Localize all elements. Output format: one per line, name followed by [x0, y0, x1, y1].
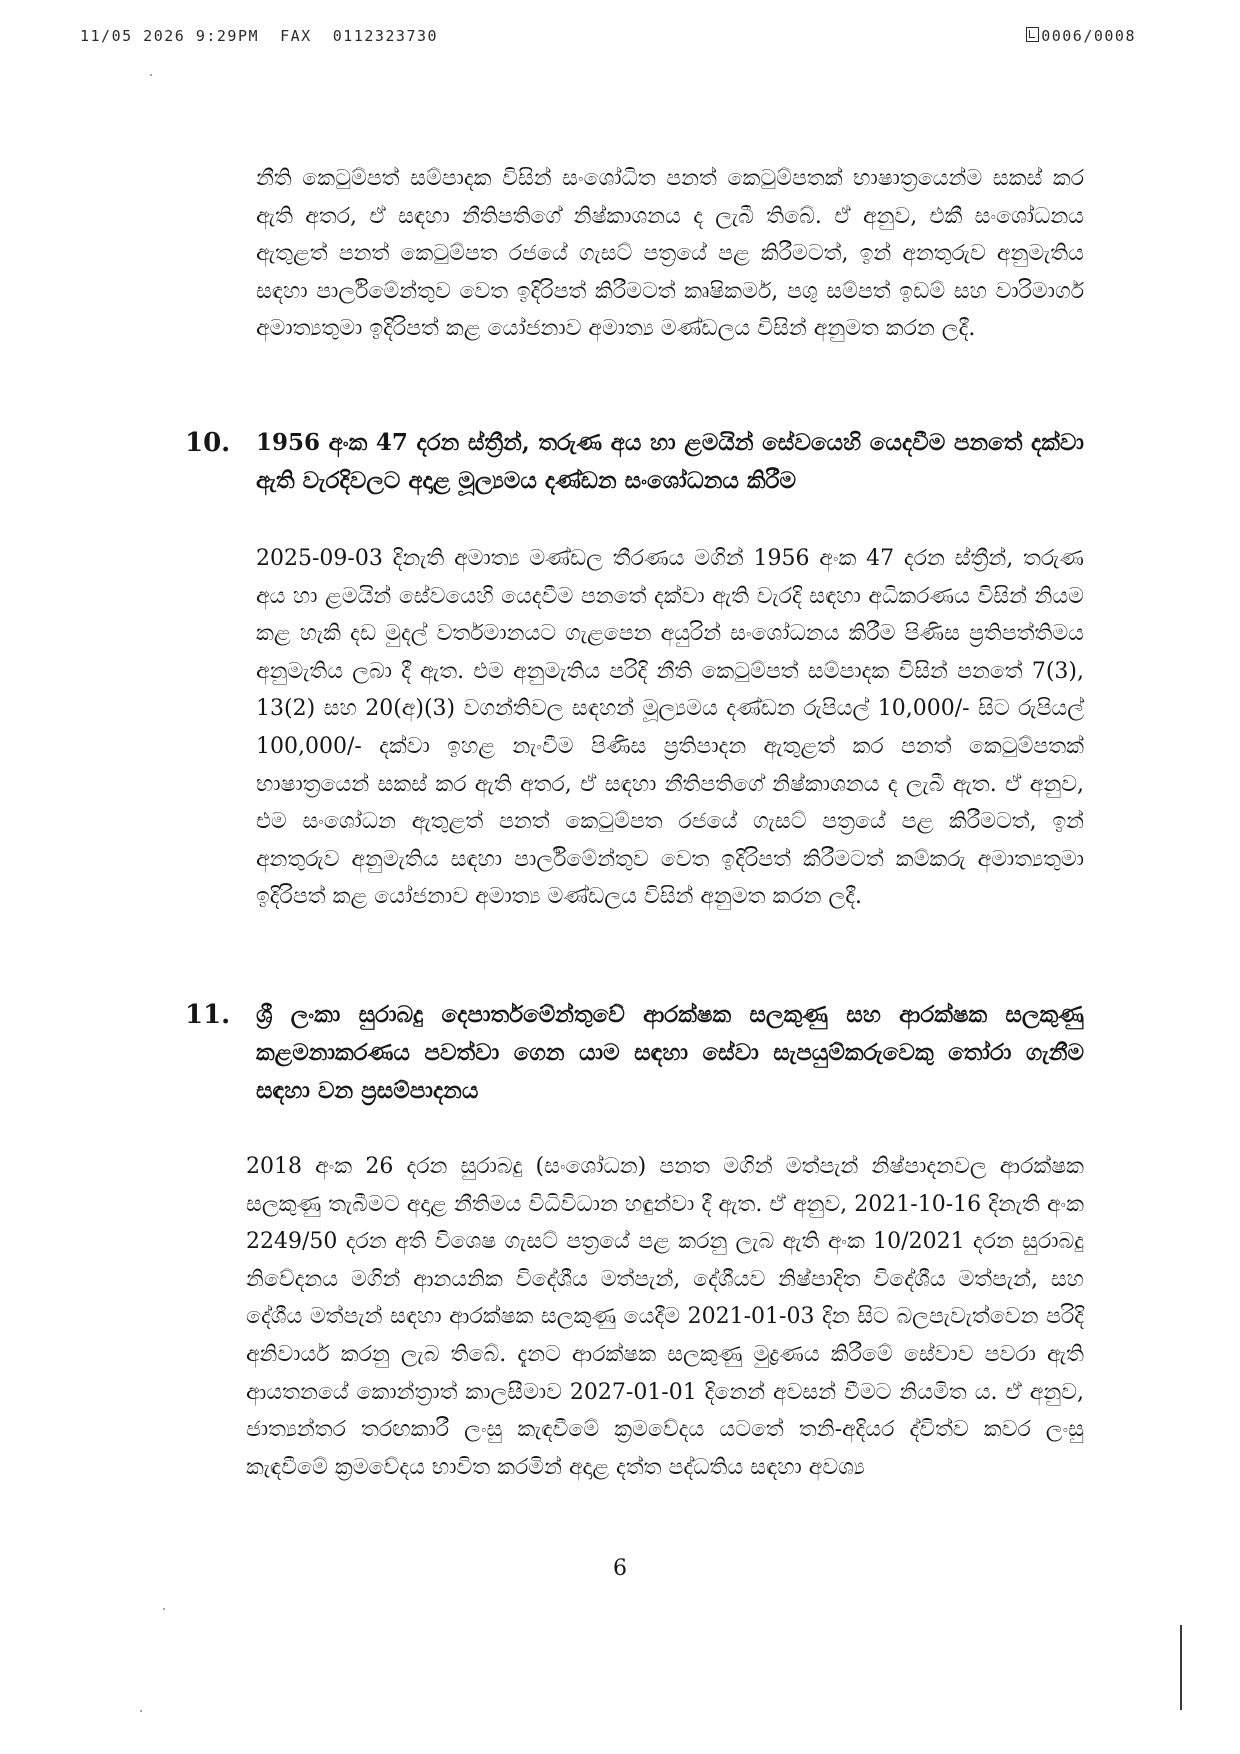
intro-paragraph: නීති කෙටුම්පත් සම්පාදක විසින් සංශෝධිත පනත් කෙටුම්පතක් භාෂාත්‍රයෙන්ම සකස් කර ඇති අතර, ඒ සඳහා නීතිපතිගේ නිෂ්කාශනය ද ලැබී තිබේ. ඒ අනුව, එකී සංශෝධනය ඇතුළත් පනත් කෙටුම්පත රජයේ ගැසට් පත්‍රයේ පළ කිරීමටත්, ඉන් අනතුරුව අනුමැතිය සඳහා පාර්ලිමේන්තුව වෙත ඉදිරිපත් කිරීමටත් කෘෂිකර්ම, පශු සම්පත් ඉඩම් සහ වාරිමාර්ග අමාත්‍යතුමා ඉදිරිපත් කළ යෝජනාව අමාත්‍ය මණ්ඩලය විසින් අනුමත කරන ලදී.: [256, 166, 1084, 342]
item-11-heading: ශ්‍රී ලංකා සුරාබදු දෙපාර්තමේන්තුවේ ආරක්ෂක සලකුණු සහ ආරක්ෂක සලකුණු කළමනාකරණය පවත්වා ගෙන යාම සඳහා සේවා සැපයුම්කරුවෙකු තෝරා ගැනීම සඳහා වන ප්‍රසම්පාදනය: [256, 1001, 1084, 1104]
item-10-number: 10.: [185, 428, 231, 458]
page-stamp-icon: [1026, 27, 1039, 42]
item-10-body: 2025-09-03 දිනැති අමාත්‍ය මණ්ඩල තීරණය මගින් 1956 අංක 47 දරන ස්ත්‍රීන්, තරුණ අය හා ළමයින් සේවයෙහි යෙදවීම පනතේ දක්වා ඇති වැරදි සඳහා අධිකරණය විසින් නියම කළ හැකි දඩ මුදල් වර්තමානයට ගැළපෙන අයුරින් සංශෝධනය කිරීම පිණිස ප්‍රතිපත්තිමය අනුමැතිය ලබා දී ඇත. එම අනුමැතිය පරිදි නීති කෙටුම්පත් සම්පාදක විසින් පනතේ 7(3), 13(2) සහ 20(අ)(3) වගන්තිවල සඳහන් මූල්‍යමය දණ්ඩන රුපියල් 10,000/- සිට රුපියල් 100,000/- දක්වා ඉහළ නැංවීම පිණිස ප්‍රතිපාදන ඇතුළත් කර පනත් කෙටුම්පතක් භාෂාත්‍රයෙන් සකස් කර ඇති අතර, ඒ සඳහා නීතිපතිගේ නිෂ්කාශනය ද ලැබී ඇත. ඒ අනුව, එම සංශෝධන ඇතුළත් පනත් කෙටුම්පත රජයේ ගැසට් පත්‍රයේ පළ කිරීමටත්, ඉන් අනතුරුව අනුමැතිය සඳහා පාර්ලිමේන්තුව වෙත ඉදිරිපත් කිරීමටත් කම්කරු අමාත්‍යතුමා ඉදිරිපත් කළ යෝජනාව අමාත්‍ය මණ්ඩලය විසින් අනුමත කරන ලදී.: [256, 546, 1084, 910]
item-11-number: 11.: [185, 1000, 231, 1030]
fax-page-counter: [1026, 27, 1136, 45]
scan-speck: [163, 1608, 165, 1610]
fax-page-count: 0006/0008: [1041, 27, 1136, 45]
scan-speck: [140, 1710, 142, 1712]
item-10-heading: 1956 අංක 47 දරන ස්ත්‍රීන්, තරුණ අය හා ළමයින් සේවයෙහි යෙදවීම පනතේ දක්වා ඇති වැරදිවලට අදාළ මූල්‍යමය දණ්ඩන සංශෝධනය කිරීම: [256, 429, 1084, 494]
scan-speck: [150, 74, 152, 76]
fax-header: [80, 27, 1136, 49]
page-number: 6: [613, 1556, 627, 1581]
fax-transmission-info: 11/05 2026 9:29PM FAX 0112323730: [80, 27, 439, 45]
scan-margin-line: [1180, 1625, 1182, 1710]
item-11-body: 2018 අංක 26 දරන සුරාබදු (සංශෝධන) පනත මගින් මත්පැන් නිෂ්පාදනවල ආරක්ෂක සලකුණු තැබීමට අදාළ නීතිමය විධිවිධාන හඳුන්වා දී ඇත. ඒ අනුව, 2021-10-16 දිනැති අංක 2249/50 දරන අති විශෙෂ ගැසට් පත්‍රයේ පළ කරනු ලැබ ඇති අංක 10/2021 දරන සුරාබදු නිවේදනය මගින් ආනයනික විදේශීය මත්පැන්, දේශීයව නිෂ්පාදිත විදේශීය මත්පැන්, සහ දේශීය මත්පැන් සඳහා ආරක්ෂක සලකුණු යෙදීම 2021-01-03 දින සිට බලපැවැත්වෙන පරිදි අනිවාර්ය කරනු ලැබ තිබේ. දැනට ආරක්ෂක සලකුණු මුද්‍රණය කිරීමේ සේවාව පවරා ඇති ආයතනයේ කොන්ත්‍රාත් කාලසීමාව 2027-01-01 දිනෙන් අවසන් වීමට නියමිත ය. ඒ අනුව, ජාත්‍යන්තර තරඟකාරී ලංසු කැඳවීමේ ක්‍රමවේදය යටතේ තනි-අදියර ද්විත්ව කවර ලංසු කැඳවීමේ ක්‍රමවේදය භාවිත කරමින් අදාළ දත්ත පද්ධතිය සඳහා අවශ්‍ය: [246, 1154, 1084, 1480]
